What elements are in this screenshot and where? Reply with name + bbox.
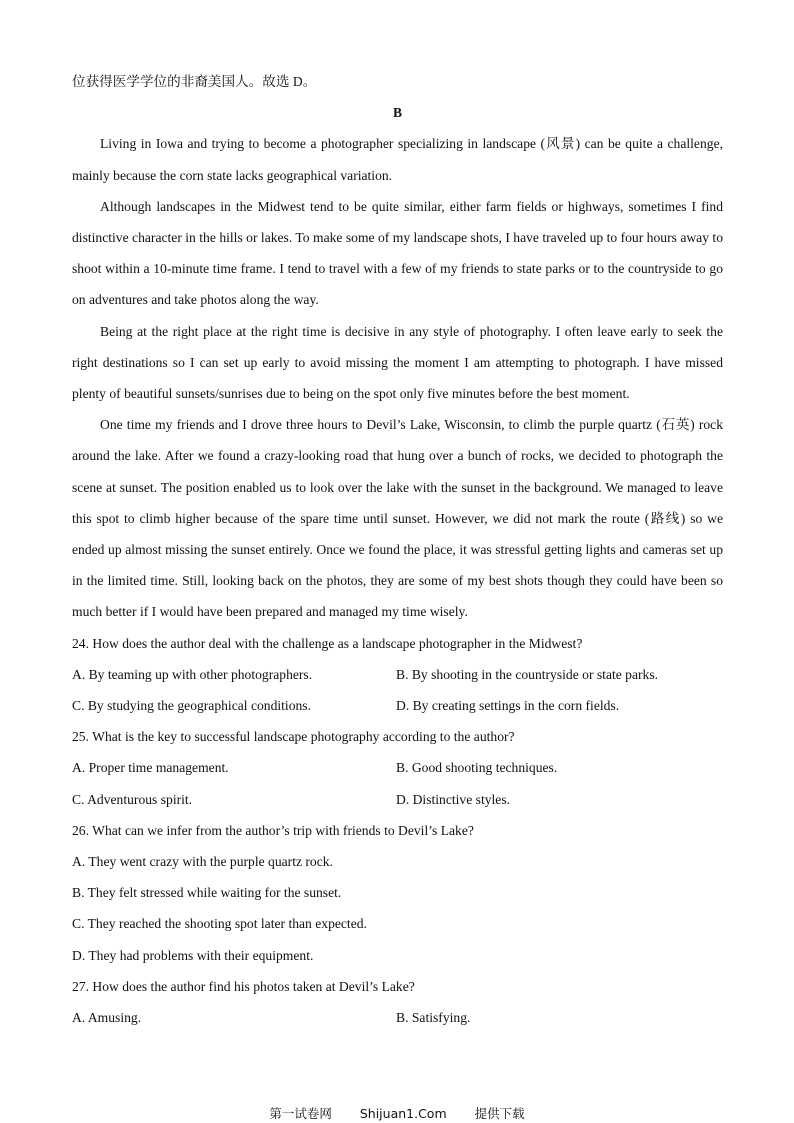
option-d: D. They had problems with their equipment. xyxy=(72,947,314,963)
footer-site-name: 第一试卷网 xyxy=(269,1106,332,1121)
document-body xyxy=(72,66,723,1033)
option-d: D. Distinctive styles. xyxy=(396,791,511,807)
question-24 xyxy=(72,628,723,722)
intro-line: 位获得医学学位的非裔美国人。故选 D。 xyxy=(72,74,317,89)
passage-paragraph-2: Although landscapes in the Midwest tend to be quite similar, either farm fields or highways, sometimes I find distinctive character in the hills or lakes. To make some of my landscape shots, I have traveled up to four hours away to shoot within a 10-minute time frame. I tend to travel with a few of my friends to state parks or to the countryside to go on adventures and take photos along the way. xyxy=(72,198,723,308)
option-c: C. Adventurous spirit. xyxy=(72,791,193,807)
footer-site-domain: Shijuan1.Com xyxy=(359,1106,447,1121)
option-a: A. They went crazy with the purple quartz rock. xyxy=(72,854,333,870)
option-row xyxy=(72,659,723,690)
option-a: A. Amusing. xyxy=(72,1010,142,1026)
question-stem: 27. How does the author find his photos taken at Devil’s Lake? xyxy=(72,978,415,994)
passage-paragraph-1: Living in Iowa and trying to become a photographer specializing in landscape (风景) can be quite a challenge, mainly because the corn state lacks geographical variation. xyxy=(72,136,723,183)
option-row xyxy=(72,1002,723,1033)
option-c: C. By studying the geographical conditions. xyxy=(72,698,311,714)
section-title: B xyxy=(392,105,403,121)
option-row xyxy=(72,784,723,815)
page-footer xyxy=(0,1104,794,1122)
question-stem: 25. What is the key to successful landscape photography according to the author? xyxy=(72,729,515,745)
question-27 xyxy=(72,971,723,1033)
option-row xyxy=(72,690,723,721)
option-b: B. Satisfying. xyxy=(396,1010,471,1026)
option-d: D. By creating settings in the corn fields. xyxy=(396,698,620,714)
question-26 xyxy=(72,815,723,971)
option-c: C. They reached the shooting spot later than expected. xyxy=(72,916,367,932)
option-row xyxy=(72,752,723,783)
option-b: B. By shooting in the countryside or state parks. xyxy=(396,666,659,682)
question-25 xyxy=(72,721,723,815)
question-stem: 26. What can we infer from the author’s trip with friends to Devil’s Lake? xyxy=(72,822,474,838)
footer-provide-text: 提供下载 xyxy=(474,1106,525,1121)
question-stem: 24. How does the author deal with the challenge as a landscape photographer in the Midwest? xyxy=(72,635,583,651)
passage-paragraph-4: One time my friends and I drove three hours to Devil’s Lake, Wisconsin, to climb the purple quartz (石英) rock around the lake. After we found a crazy-looking road that hung over a bunch of rocks, we decided to photograph the scene at sunset. The position enabled us to look over the lake with the sunset in the background. We managed to leave this spot to climb higher because of the spare time until sunset. However, we did not mark the route (路线) so we ended up almost missing the sunset entirely. Once we found the place, it was stressful getting lights and cameras set up in the limited time. Still, looking back on the photos, they are some of my best shots though they could have been so much better if I would have been prepared and managed my time wisely. xyxy=(72,417,723,620)
option-a: A. By teaming up with other photographers. xyxy=(72,666,313,682)
option-b: B. Good shooting techniques. xyxy=(396,760,558,776)
passage-paragraph-3: Being at the right place at the right time is decisive in any style of photography. I often leave early to seek the right destinations so I can set up early to avoid missing the moment I am attempting to photograph. I have missed plenty of beautiful sunsets/sunrises due to being on the spot only five minutes before the best moment. xyxy=(72,323,723,402)
option-a: A. Proper time management. xyxy=(72,760,229,776)
option-b: B. They felt stressed while waiting for the sunset. xyxy=(72,885,342,901)
